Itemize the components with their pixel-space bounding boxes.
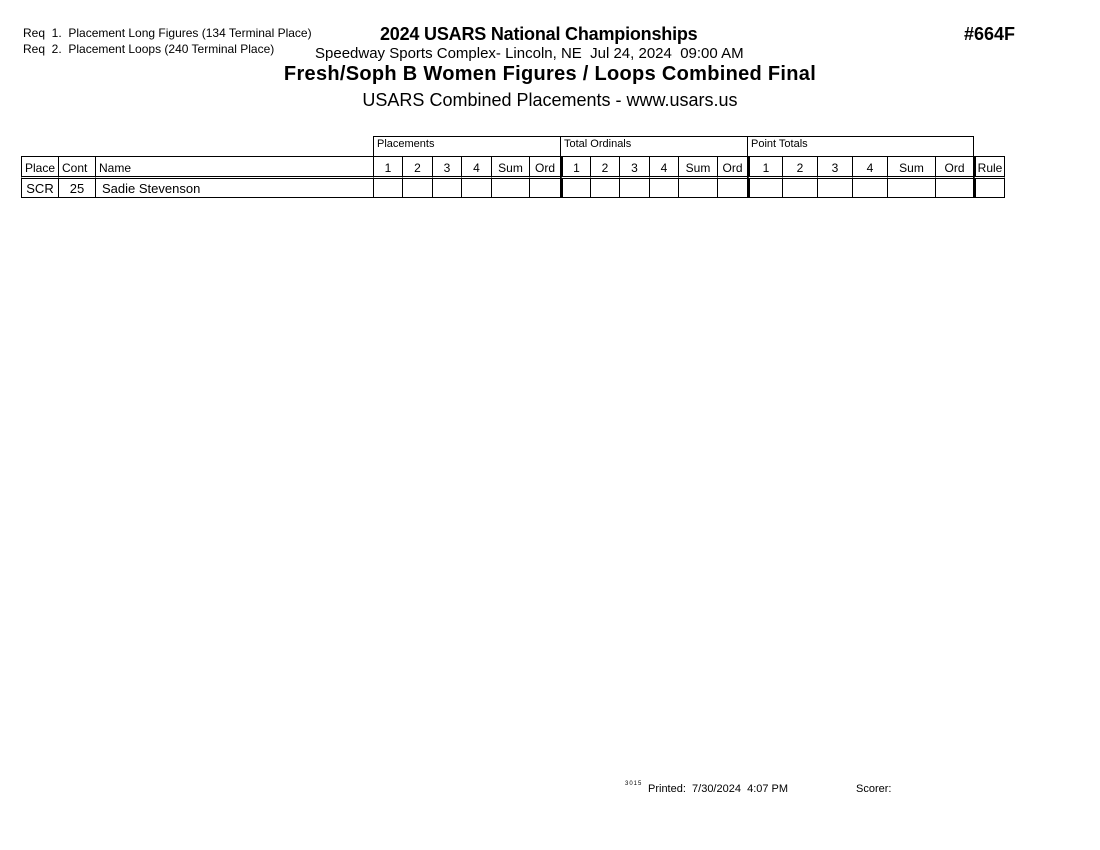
table-cell	[619, 179, 649, 198]
group-total-ordinals: Total Ordinals	[560, 136, 748, 156]
column-header-4: 2	[402, 156, 432, 179]
table-cell	[649, 179, 678, 198]
place-cell: SCR	[21, 179, 58, 198]
scorer-label: Scorer:	[856, 783, 892, 795]
column-header-11: 3	[619, 156, 649, 179]
column-header-15: 1	[747, 156, 782, 179]
requirement-2: Req 2. Placement Loops (240 Terminal Place)	[23, 42, 275, 56]
table-cell	[717, 179, 747, 198]
column-header-1: Cont	[58, 156, 95, 179]
table-cell	[529, 179, 560, 198]
column-header-17: 3	[817, 156, 852, 179]
table-cell	[432, 179, 461, 198]
table-cell	[782, 179, 817, 198]
table-cell	[817, 179, 852, 198]
column-header-8: Ord	[529, 156, 560, 179]
column-header-5: 3	[432, 156, 461, 179]
table-cell	[747, 179, 782, 198]
requirement-1: Req 1. Placement Long Figures (134 Terminal Place)	[23, 26, 312, 40]
group-placements: Placements	[373, 136, 561, 156]
table-cell	[491, 179, 529, 198]
report-code: 3015	[625, 781, 643, 787]
table-cell	[852, 179, 887, 198]
column-header-7: Sum	[491, 156, 529, 179]
table-cell	[461, 179, 491, 198]
column-header-3: 1	[373, 156, 402, 179]
printed-timestamp: Printed: 7/30/2024 4:07 PM	[648, 783, 789, 795]
event-title: 2024 USARS National Championships	[380, 24, 698, 44]
column-header-18: 4	[852, 156, 887, 179]
table-cell	[590, 179, 619, 198]
column-header-14: Ord	[717, 156, 747, 179]
column-header-19: Sum	[887, 156, 935, 179]
group-point-totals: Point Totals	[747, 136, 974, 156]
report-subtitle: USARS Combined Placements - www.usars.us	[362, 90, 738, 110]
column-header-21: Rule	[973, 156, 1005, 179]
table-cell	[402, 179, 432, 198]
column-header-0: Place	[21, 156, 58, 179]
skater-name-cell: Sadie Stevenson	[95, 179, 373, 198]
division-title: Fresh/Soph B Women Figures / Loops Combined Final	[283, 63, 817, 85]
contestant-number-cell: 25	[58, 179, 95, 198]
table-cell	[678, 179, 717, 198]
table-cell	[560, 179, 590, 198]
column-header-12: 4	[649, 156, 678, 179]
column-header-2: Name	[95, 156, 373, 179]
column-header-20: Ord	[935, 156, 973, 179]
table-cell	[373, 179, 402, 198]
column-header-13: Sum	[678, 156, 717, 179]
table-cell	[887, 179, 935, 198]
table-cell	[935, 179, 973, 198]
venue-date: Speedway Sports Complex- Lincoln, NE Jul 24, 2024 09:00 AM	[315, 45, 744, 62]
column-header-10: 2	[590, 156, 619, 179]
column-header-9: 1	[560, 156, 590, 179]
column-header-6: 4	[461, 156, 491, 179]
column-header-16: 2	[782, 156, 817, 179]
event-code: #664F	[964, 24, 1016, 44]
table-cell	[973, 179, 1005, 198]
